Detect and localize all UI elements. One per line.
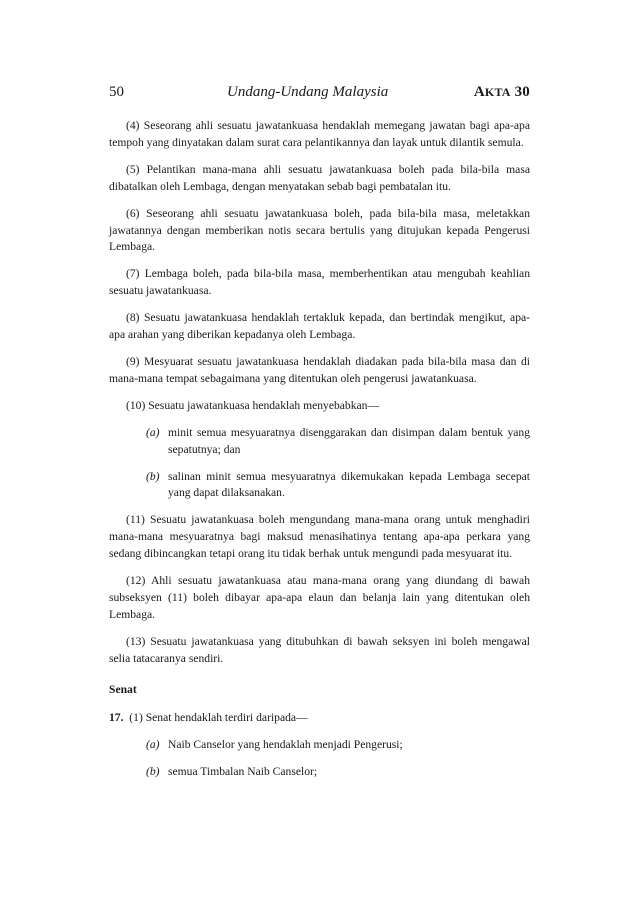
act-reference <box>474 84 530 101</box>
subsection-5: (5) Pelantikan mana-mana ahli sesuatu jawatankuasa boleh pada bila-bila masa dibatalkan oleh Lembaga, dengan menyatakan sebab bagi pembatalan itu. <box>109 162 530 193</box>
item-label: (b) <box>146 765 160 779</box>
document-page <box>109 84 530 781</box>
subsection-7: (7) Lembaga boleh, pada bila-bila masa, memberhentikan atau mengubah keahlian sesuatu jawatankuasa. <box>109 267 530 298</box>
subsection-10: (10) Sesuatu jawatankuasa hendaklah menyebabkan— <box>126 398 380 412</box>
item-label: (a) <box>146 738 160 752</box>
section-17-intro <box>109 710 530 727</box>
subsection-9: (9) Mesyuarat sesuatu jawatankuasa hendaklah diadakan pada bila-bila masa dan di mana-mana tempat sebagaimana yang ditentukan oleh pengerusi jawatankuasa. <box>109 354 530 385</box>
subsection-6: (6) Seseorang ahli sesuatu jawatankuasa boleh, pada bila-bila masa, meletakkan jawatannya dengan memberikan notis secara bertulis yang ditujukan kepada Pengerusi Lembaga. <box>109 206 530 254</box>
item-label: (b) <box>146 469 160 483</box>
page-number: 50 <box>109 84 124 100</box>
item-text: semua Timbalan Naib Canselor; <box>168 765 318 779</box>
section-number: 17. <box>109 711 124 725</box>
item-text: salinan minit semua mesyuaratnya dikemukakan kepada Lembaga secepat yang dapat dilaksanakan. <box>168 469 530 500</box>
section-intro-text: (1) Senat hendaklah terdiri daripada— <box>129 711 308 725</box>
section-17-item-b <box>109 764 530 781</box>
item-text: Naib Canselor yang hendaklah menjadi Pengerusi; <box>168 738 403 752</box>
subsection-13: (13) Sesuatu jawatankuasa yang ditubuhkan di bawah seksyen ini boleh mengawal selia tatacaranya sendiri. <box>109 634 530 665</box>
act-prefix-small: KTA <box>484 85 511 99</box>
subsection-10-item-a <box>109 425 530 459</box>
item-text: minit semua mesyuaratnya disenggarakan dan disimpan dalam bentuk yang sepatutnya; dan <box>168 425 530 456</box>
section-17-item-a <box>109 737 530 754</box>
act-prefix-big: A <box>473 84 485 100</box>
subsection-8: (8) Sesuatu jawatankuasa hendaklah tertakluk kepada, dan bertindak mengikut, apa-apa arahan yang diberikan kepadanya oleh Lembaga. <box>109 311 530 342</box>
page-header <box>109 84 530 108</box>
subsection-10-item-b <box>109 469 530 503</box>
section-heading: Senat <box>109 682 137 696</box>
document-title: Undang-Undang Malaysia <box>227 84 389 100</box>
subsection-11: (11) Sesuatu jawatankuasa boleh mengundang mana-mana orang untuk menghadiri mana-mana mesyuaratnya bagi maksud menasihatinya tentang apa-apa perkara yang sedang dibincangkan tetapi orang itu tidak berhak untuk mengundi pada mesyuarat itu. <box>109 513 530 561</box>
act-number: 30 <box>514 84 530 100</box>
item-label: (a) <box>146 425 160 439</box>
subsection-12: (12) Ahli sesuatu jawatankuasa atau mana-mana orang yang diundang di bawah subseksyen (11) boleh dibayar apa-apa elaun dan belanja lain yang ditentukan oleh Lembaga. <box>109 574 530 621</box>
subsection-4: (4) Seseorang ahli sesuatu jawatankuasa hendaklah memegang jawatan bagi apa-apa tempoh yang dinyatakan dalam surat cara pelantikannya dan layak untuk dilantik semula. <box>109 119 530 149</box>
